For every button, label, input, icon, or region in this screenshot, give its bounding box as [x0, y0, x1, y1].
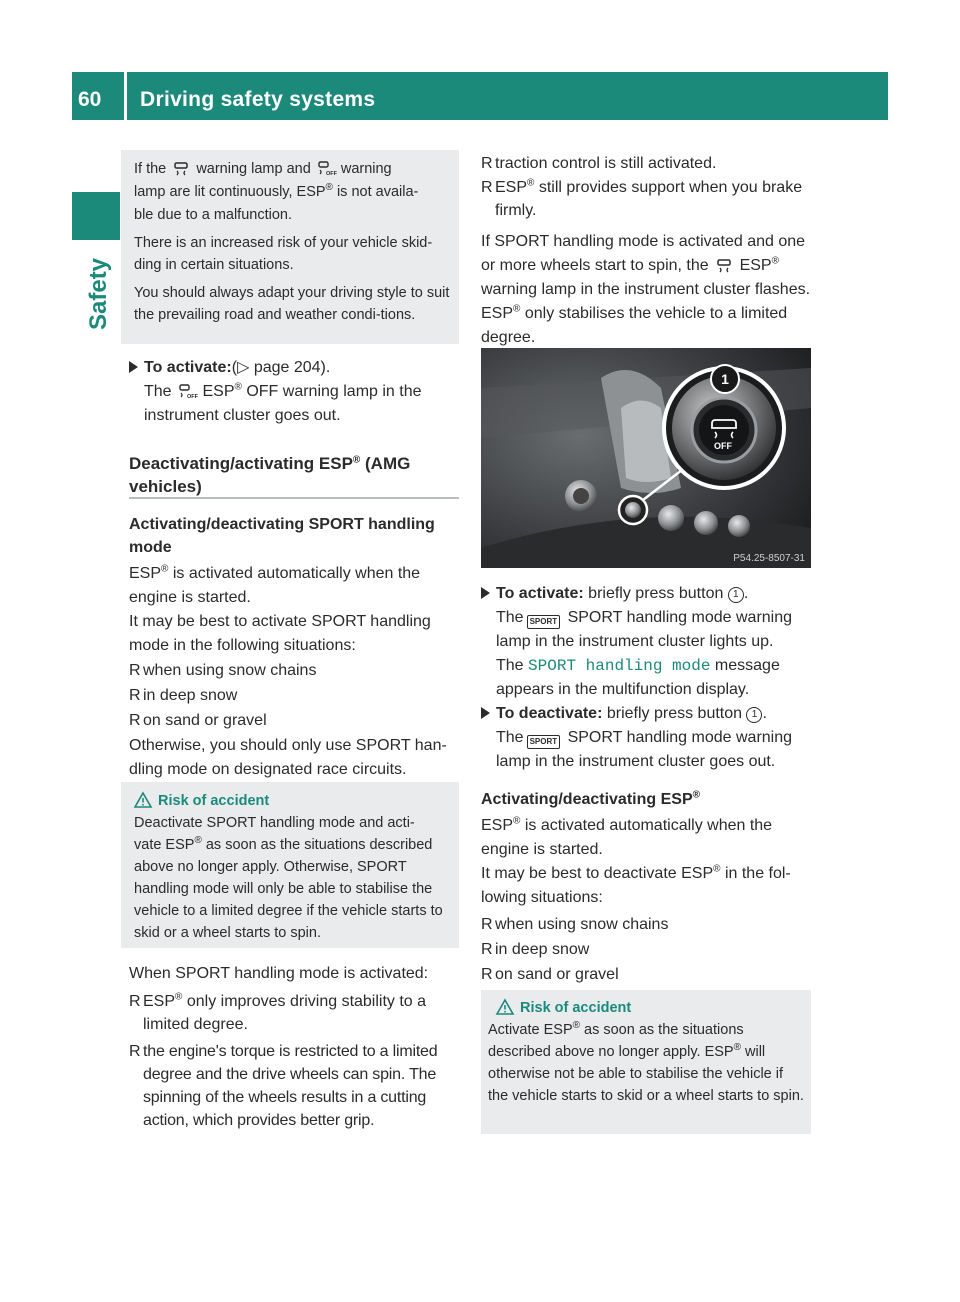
sport-icon: SPORT	[527, 615, 561, 629]
sidebar-square	[72, 192, 120, 240]
list-item: R in deep snow	[481, 941, 590, 958]
esp-off-icon	[317, 160, 335, 176]
heading-amg: Deactivating/activating ESP® (AMG vehicles)	[129, 454, 411, 496]
step-arrow-icon	[481, 587, 490, 599]
warning-left: Risk of accident Deactivate SPORT handling mode and acti- vate ESP® as soon as the situations described above no longer apply. Otherwise, SPORT handling mode will only be able to stabilise the vehicle to a limited degree if the vehicle starts to skid or a wheel starts to spin.	[134, 793, 443, 941]
esp-situations-list	[481, 912, 811, 987]
step-arrow-icon	[481, 707, 490, 719]
warning-right: Risk of accident Activate ESP® as soon as the situations described above no longer apply. ESP® will otherwise not be able to stabilise the vehicle if the vehicle starts to skid or a wheel starts to spin.	[488, 1000, 804, 1104]
sport-heading: Activating/deactivating SPORT handling mode	[129, 516, 435, 556]
esp-heading: Activating/deactivating ESP®	[481, 789, 700, 808]
sport-deactivate-step: To deactivate: briefly press button 1 . The SPORT SPORT handling mode warning lamp in the instrument cluster goes out.	[481, 702, 811, 774]
display-message: SPORT handling mode	[528, 657, 711, 675]
sport-intro: ESP® is activated automatically when the engine is started. It may be best to activate SPORT handling mode in the following situations:	[129, 563, 431, 654]
esp-off-icon	[178, 383, 199, 400]
skid-warning-icon	[715, 257, 733, 273]
sport-situations-list	[129, 658, 459, 733]
esp-intro: ESP® is activated automatically when the engine is started. It may be best to deactivate ESP® in the fol-lowing situations:	[481, 815, 791, 906]
svg-text:OFF: OFF	[187, 394, 199, 400]
photo-code: P54.25-8507-31	[733, 553, 805, 564]
list-item: R the engine's torque is restricted to a limited degree and the drive wheels can spin. The spinning of the wheels results in a cutting action, which provides better grip.	[129, 1043, 438, 1129]
section-rule	[129, 497, 459, 499]
when-sport-activated: When SPORT handling mode is activated:	[129, 965, 429, 982]
list-item: R on sand or gravel	[481, 966, 619, 983]
sport-spin-paragraph: If SPORT handling mode is activated and one or more wheels start to spin, the ESP® warning lamp in the instrument cluster flashes. ESP® only stabilises the vehicle to a limited degree.	[481, 233, 811, 346]
list-item: R ESP® only improves driving stability to a limited degree.	[129, 991, 427, 1033]
header-divider	[124, 72, 127, 120]
list-item: R traction control is still activated.	[481, 155, 717, 172]
page-number: 60	[78, 88, 102, 111]
circled-one-icon: 1	[746, 707, 762, 723]
step-arrow-icon	[129, 361, 138, 373]
sport-icon: SPORT	[527, 735, 561, 749]
center-console-illustration	[481, 348, 811, 568]
list-item: R on sand or gravel	[129, 712, 267, 729]
sport-otherwise: Otherwise, you should only use SPORT han-dling mode on designated race circuits.	[129, 737, 447, 778]
sport-effects-list	[129, 990, 461, 1132]
list-item: R in deep snow	[129, 687, 238, 704]
center-console-photo	[481, 348, 811, 568]
skid-warning-icon	[172, 160, 190, 176]
section-title: Driving safety systems	[140, 88, 376, 111]
svg-text:OFF: OFF	[325, 171, 337, 177]
sidebar-label: Safety	[85, 257, 112, 330]
sport-activate-step: To activate: briefly press button 1 . The SPORT SPORT handling mode warning lamp in the instrument cluster lights up. The SPORT handling mode message appears in the multifunction display.	[481, 582, 811, 702]
list-item: R when using snow chains	[129, 662, 317, 679]
warning-triangle-icon	[134, 792, 152, 808]
list-item: R when using snow chains	[481, 916, 669, 933]
activate-step-left: To activate:(▷ page 204). The OFF ESP® OFF warning lamp in the instrument cluster goes out.	[129, 356, 459, 428]
circled-one-icon: 1	[728, 587, 744, 603]
photo-button-label: OFF	[714, 441, 732, 451]
sport-effects-list-cont	[481, 152, 811, 222]
warning-triangle-icon	[496, 999, 514, 1015]
info-box-malfunction-text: If the warning lamp and OFF warning lamp are lit continuously, ESP® is not availa- ble due to a malfunction. There is an increased risk of your vehicle skid-ding in certain situations. You should always adapt your driving style to suit the prevailing road and weather condi-tions.	[134, 161, 450, 323]
callout-1: 1	[710, 364, 740, 394]
list-item: R ESP® still provides support when you brake firmly.	[481, 177, 803, 219]
